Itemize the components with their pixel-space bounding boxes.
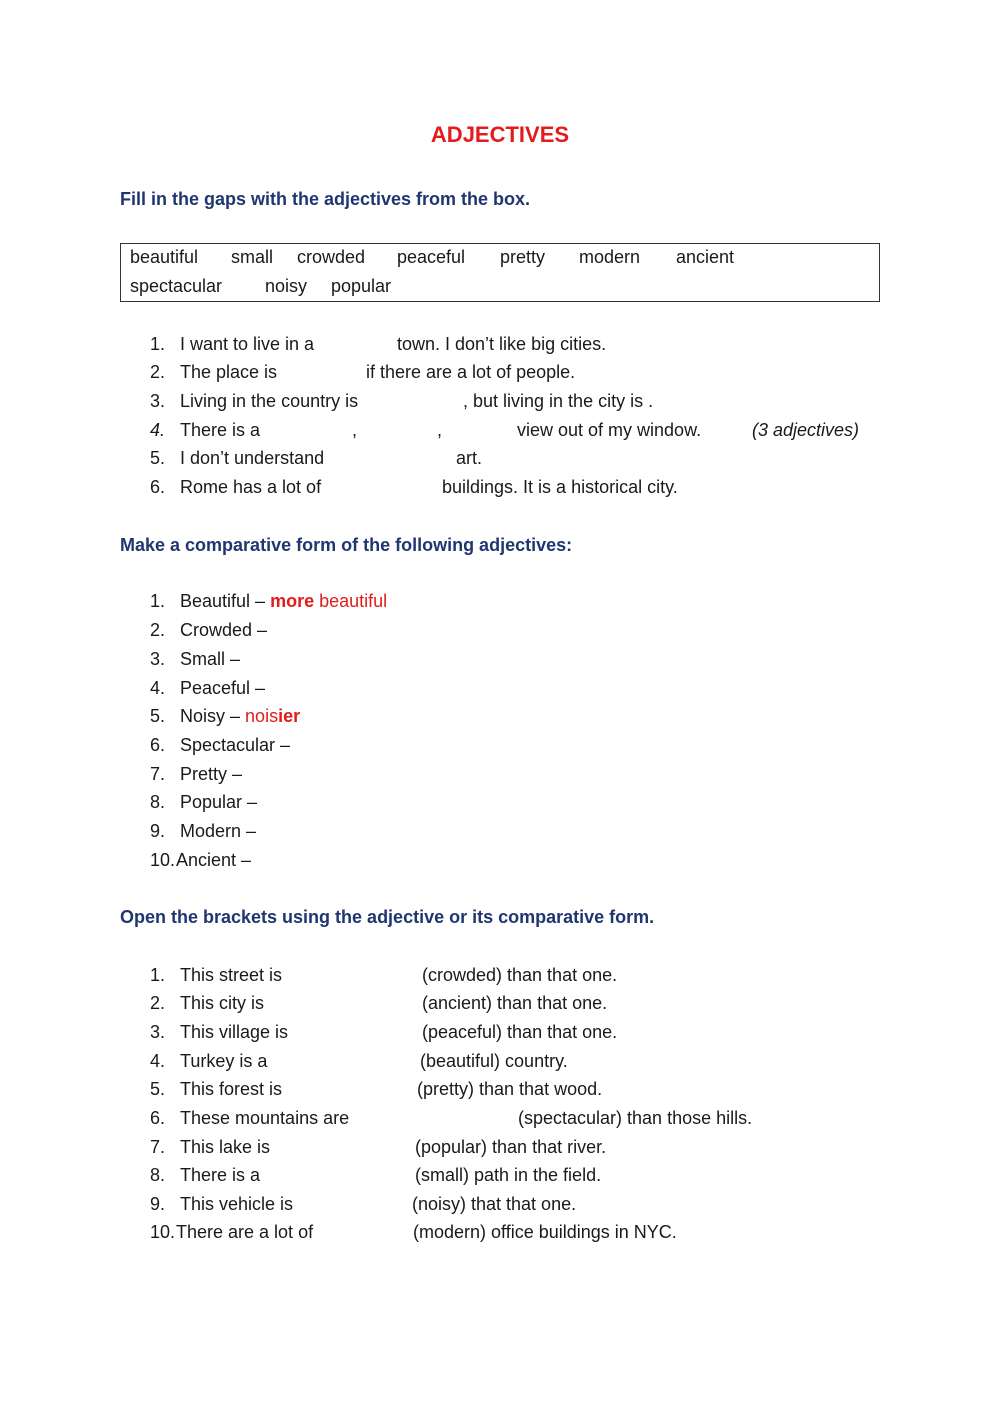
word-box-item: popular [331, 276, 392, 296]
item-number: 7. [150, 1137, 166, 1157]
answer-text: nois [245, 706, 279, 726]
item-text: Peaceful – [180, 678, 266, 698]
brackets-item [0, 993, 1000, 1019]
brackets-item [0, 1022, 1000, 1048]
comparative-item [0, 821, 1000, 847]
item-text: This vehicle is [180, 1194, 294, 1214]
item-text: This lake is [180, 1137, 271, 1157]
item-number: 3. [150, 649, 166, 669]
item-text: (crowded) than that one. [422, 965, 618, 985]
item-number: 4. [150, 678, 166, 698]
item-number: 1. [150, 334, 166, 354]
word-box-item: ancient [676, 247, 735, 267]
word-box-item: peaceful [397, 247, 466, 267]
brackets-item [0, 1222, 1000, 1248]
item-number: 5. [150, 448, 166, 468]
gap-fill-item [0, 391, 1000, 417]
word-box-item: pretty [500, 247, 546, 267]
item-text: Living in the country is [180, 391, 359, 411]
item-text: Noisy – [180, 706, 241, 726]
item-text: There are a lot of [176, 1222, 314, 1242]
item-text: This village is [180, 1022, 289, 1042]
item-text: buildings. It is a historical city. [442, 477, 678, 497]
comparative-item [0, 735, 1000, 761]
item-text: Ancient – [176, 850, 252, 870]
item-text: (popular) than that river. [415, 1137, 607, 1157]
item-number: 10. [150, 850, 176, 870]
word-box-item: modern [579, 247, 641, 267]
item-number: 2. [150, 993, 166, 1013]
item-number: 6. [150, 735, 166, 755]
comparative-item [0, 678, 1000, 704]
item-number: 9. [150, 1194, 166, 1214]
brackets-item [0, 1108, 1000, 1134]
answer-text: more [270, 591, 315, 611]
gap-fill-item [0, 477, 1000, 503]
item-number: 9. [150, 821, 166, 841]
item-text: These mountains are [180, 1108, 350, 1128]
item-text: Spectacular – [180, 735, 291, 755]
item-text: (modern) office buildings in NYC. [413, 1222, 677, 1242]
item-number: 5. [150, 1079, 166, 1099]
word-box-item: spectacular [130, 276, 223, 296]
item-text: Modern – [180, 821, 257, 841]
item-number: 1. [150, 965, 166, 985]
item-text: Pretty – [180, 764, 243, 784]
item-text: if there are a lot of people. [366, 362, 576, 382]
comparative-item [0, 706, 1000, 732]
item-number: 7. [150, 764, 166, 784]
item-text: Beautiful – [180, 591, 266, 611]
item-text: There is a [180, 420, 261, 440]
item-text: This city is [180, 993, 265, 1013]
brackets-item [0, 1165, 1000, 1191]
item-number: 5. [150, 706, 166, 726]
item-text: Small – [180, 649, 241, 669]
brackets-item [0, 1051, 1000, 1077]
section1-heading: Fill in the gaps with the adjectives from the box. [120, 189, 531, 209]
item-text: I want to live in a [180, 334, 315, 354]
worksheet-title: ADJECTIVES [430, 122, 570, 147]
brackets-item [0, 965, 1000, 991]
item-text: The place is [180, 362, 278, 382]
item-text: (beautiful) country. [420, 1051, 568, 1071]
comma: , [352, 420, 358, 440]
item-number: 1. [150, 591, 166, 611]
comparative-item [0, 620, 1000, 646]
comparative-item [0, 850, 1000, 876]
item-text: Popular – [180, 792, 258, 812]
answer-text: ier [278, 706, 301, 726]
comparative-item [0, 792, 1000, 818]
item-text: Rome has a lot of [180, 477, 322, 497]
word-box-item: noisy [265, 276, 308, 296]
section2-heading: Make a comparative form of the following adjectives: [120, 535, 573, 555]
item-number: 4. [150, 1051, 166, 1071]
word-box-item: beautiful [130, 247, 199, 267]
item-number: 8. [150, 1165, 166, 1185]
item-text: (small) path in the field. [415, 1165, 602, 1185]
word-box-item: crowded [297, 247, 366, 267]
item-number: 2. [150, 362, 166, 382]
item-text: (spectacular) than those hills. [518, 1108, 753, 1128]
item-number: 3. [150, 391, 166, 411]
item-note: (3 adjectives) [752, 420, 860, 440]
comparative-item [0, 764, 1000, 790]
section3-heading: Open the brackets using the adjective or its comparative form. [120, 907, 655, 927]
item-number: 8. [150, 792, 166, 812]
item-text: This forest is [180, 1079, 283, 1099]
item-text: Crowded – [180, 620, 268, 640]
item-number: 6. [150, 1108, 166, 1128]
word-box [120, 243, 880, 302]
gap-fill-item [0, 334, 1000, 360]
brackets-item [0, 1079, 1000, 1105]
item-text: , but living in the city is . [463, 391, 654, 411]
item-text: (peaceful) than that one. [422, 1022, 618, 1042]
item-number: 3. [150, 1022, 166, 1042]
item-number: 2. [150, 620, 166, 640]
brackets-item [0, 1137, 1000, 1163]
brackets-item [0, 1194, 1000, 1220]
item-number: 10. [150, 1222, 176, 1242]
item-text: (ancient) than that one. [422, 993, 608, 1013]
item-text: view out of my window. [517, 420, 702, 440]
item-text: This street is [180, 965, 283, 985]
gap-fill-item [0, 448, 1000, 474]
item-text: town. I don’t like big cities. [397, 334, 607, 354]
item-number: 4. [150, 420, 166, 440]
item-number: 6. [150, 477, 166, 497]
item-text: Turkey is a [180, 1051, 268, 1071]
item-text: There is a [180, 1165, 261, 1185]
comma: , [437, 420, 443, 440]
item-text: I don’t understand [180, 448, 325, 468]
answer-text: beautiful [319, 591, 388, 611]
comparative-item [0, 649, 1000, 675]
word-box-item: small [231, 247, 274, 267]
item-text: (noisy) that that one. [412, 1194, 577, 1214]
item-text: art. [456, 448, 483, 468]
gap-fill-item [0, 420, 1000, 446]
comparative-item [0, 591, 1000, 617]
gap-fill-item [0, 362, 1000, 388]
item-text: (pretty) than that wood. [417, 1079, 603, 1099]
